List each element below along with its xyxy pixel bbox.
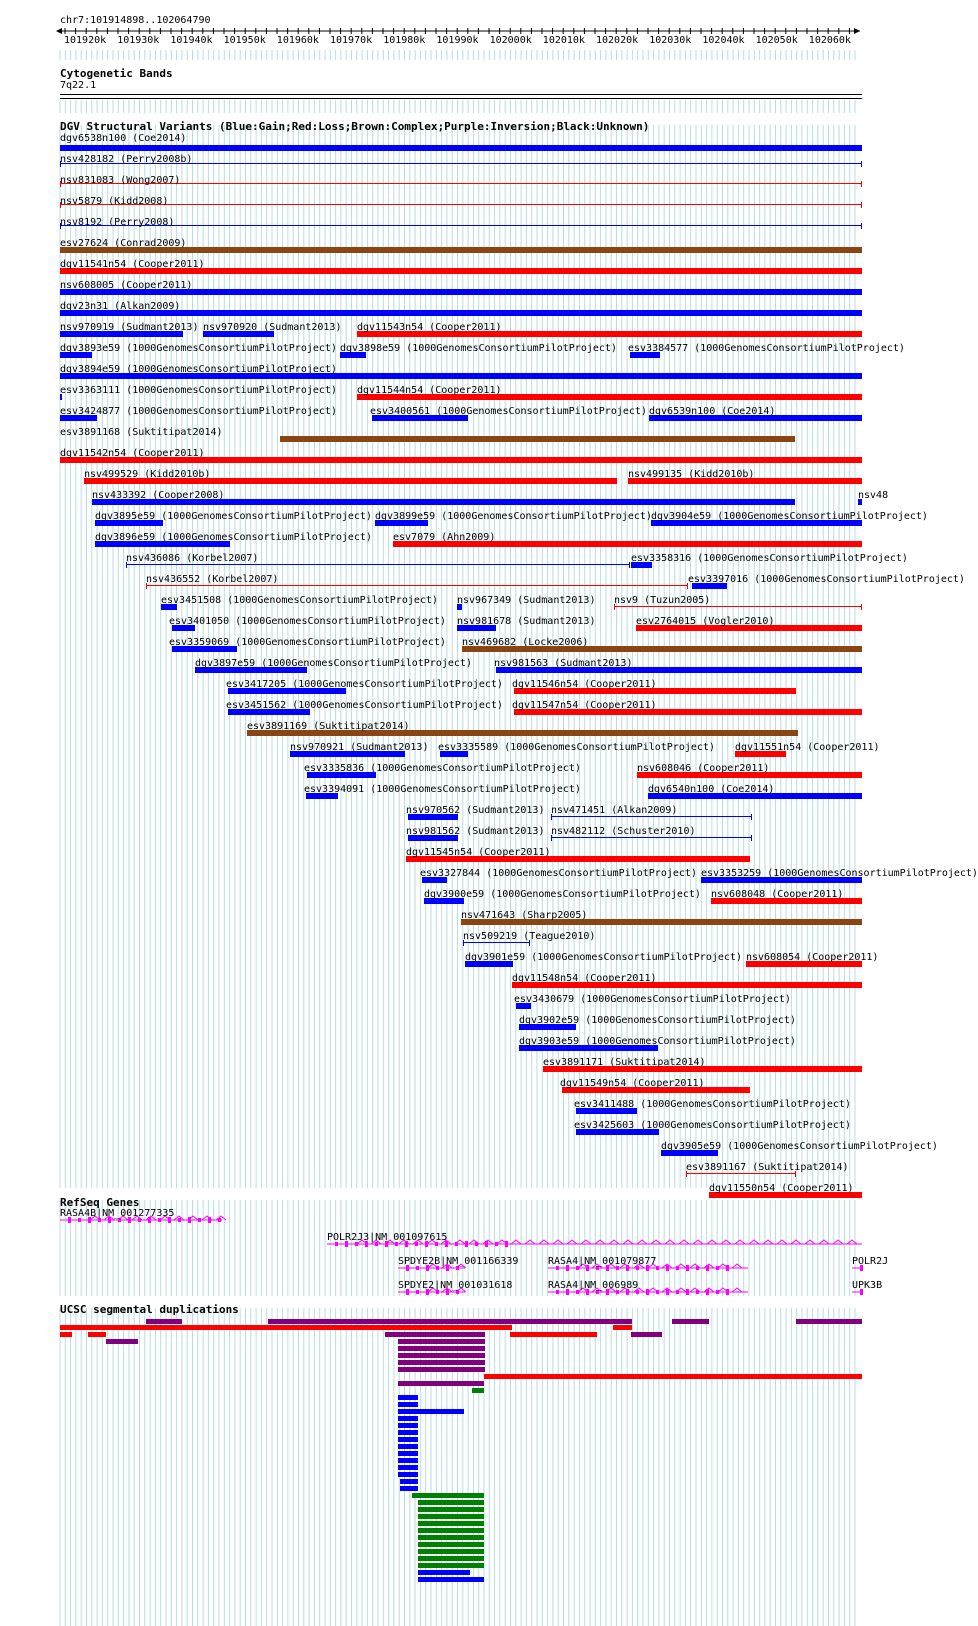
dgv-feature-label: dgv11544n54 (Cooper2011) [357, 385, 502, 396]
refseq-gene-label: RASA4|NM_006989 [548, 1280, 639, 1291]
refseq-exon [198, 1218, 201, 1222]
ruler-tick-label: 102050k [755, 35, 798, 46]
dgv-feature-bar [146, 585, 688, 586]
refseq-intron [819, 1240, 829, 1244]
dgv-feature-label: nsv428182 (Perry2008b) [60, 154, 193, 165]
dgv-feature-bar [60, 225, 862, 226]
refseq-exon [465, 1241, 468, 1247]
segdup-feature [60, 1332, 72, 1337]
dgv-feature-label: nsv433392 (Cooper2008) [92, 490, 225, 501]
dgv-track-title: DGV Structural Variants (Blue:Gain;Red:Loss;Brown:Complex;Purple:Inversion;Black:Unknown) [60, 120, 650, 133]
dgv-feature-label: dgv3896e59 (1000GenomesConsortiumPilotProject) [95, 532, 372, 543]
dgv-feature-label: dgv3898e59 (1000GenomesConsortiumPilotProject) [340, 343, 617, 354]
dgv-feature-label: dgv6540n100 (Coe2014) [648, 784, 775, 795]
dgv-feature-label: dgv3901e59 (1000GenomesConsortiumPilotProject) [465, 952, 742, 963]
ruler-tick-label: 101970k [330, 35, 373, 46]
segdup-feature [418, 1563, 484, 1568]
refseq-track-title: RefSeq Genes [60, 1196, 140, 1209]
segdup-feature [418, 1521, 484, 1526]
refseq-exon [686, 1289, 689, 1295]
dgv-feature-bar [551, 816, 752, 817]
segdup-feature [398, 1367, 485, 1372]
dgv-feature-label: nsv967349 (Sudmant2013) [457, 595, 596, 606]
refseq-gene-label: POLR2J [852, 1256, 889, 1267]
segdup-feature [510, 1332, 597, 1337]
dgv-feature-label: dgv3902e59 (1000GenomesConsortiumPilotProject) [519, 1015, 796, 1026]
dgv-feature-label: esv3327844 (1000GenomesConsortiumPilotProject) [420, 868, 697, 879]
dgv-feature-label: esv3335589 (1000GenomesConsortiumPilotProject) [438, 742, 715, 753]
dgv-feature-label: esv2764015 (Vogler2010) [636, 616, 775, 627]
segdup-feature [418, 1542, 484, 1547]
dgv-feature-label: nsv970562 (Sudmant2013) [406, 805, 545, 816]
dgv-feature-end [751, 814, 752, 820]
segdup-feature [418, 1570, 470, 1575]
segdup-track-title: UCSC segmental duplications [60, 1303, 239, 1316]
dgv-feature-label: nsv608005 (Cooper2011) [60, 280, 193, 291]
segdup-feature [398, 1381, 484, 1386]
ruler-tick-label: 101940k [170, 35, 213, 46]
dgv-feature-label: esv3891171 (Suktitipat2014) [543, 1057, 706, 1068]
dgv-feature-label: nsv981562 (Sudmant2013) [406, 826, 545, 837]
dgv-feature-bar [60, 145, 862, 151]
ruler-tick-label: 102030k [649, 35, 692, 46]
refseq-intron [609, 1240, 619, 1244]
dgv-feature-label: esv3358316 (1000GenomesConsortiumPilotProject) [631, 553, 908, 564]
dgv-feature-bar [614, 606, 862, 607]
segdup-feature [398, 1458, 418, 1463]
refseq-intron [651, 1240, 661, 1244]
segdup-feature [398, 1339, 485, 1344]
dgv-feature-label: dgv11542n54 (Cooper2011) [60, 448, 205, 459]
segdup-feature [398, 1395, 418, 1400]
ruler-tick-label: 102040k [702, 35, 745, 46]
dgv-feature-label: nsv48 [858, 490, 889, 501]
dgv-feature-label: esv3401050 (1000GenomesConsortiumPilotProject) [169, 616, 446, 627]
dgv-feature-label: esv3451508 (1000GenomesConsortiumPilotProject) [161, 595, 438, 606]
refseq-intron [595, 1240, 605, 1244]
dgv-feature-label: nsv831083 (Wong2007) [60, 175, 181, 186]
segdup-feature [268, 1319, 632, 1324]
dgv-feature-label: esv7079 (Ahn2009) [393, 532, 496, 543]
segdup-feature [672, 1319, 709, 1324]
dgv-feature-bar [126, 564, 630, 565]
dgv-feature-label: nsv9 (Tuzun2005) [614, 595, 711, 606]
dgv-feature-label: dgv3904e59 (1000GenomesConsortiumPilotProject) [651, 511, 928, 522]
segdup-feature [398, 1451, 418, 1456]
dgv-feature-label: esv3417205 (1000GenomesConsortiumPilotProject) [226, 679, 503, 690]
dgv-feature-label: dgv3903e59 (1000GenomesConsortiumPilotProject) [519, 1036, 796, 1047]
dgv-feature-bar [551, 837, 752, 838]
segdup-feature [484, 1374, 862, 1379]
segdup-feature [398, 1430, 418, 1435]
segdup-feature [398, 1409, 464, 1414]
dgv-feature-label: esv3353259 (1000GenomesConsortiumPilotProject) [701, 868, 978, 879]
dgv-feature-label: esv3394091 (1000GenomesConsortiumPilotProject) [304, 784, 581, 795]
segdup-feature [418, 1577, 484, 1582]
dgv-feature-label: esv3363111 (1000GenomesConsortiumPilotProject) [60, 385, 337, 396]
segdup-feature [613, 1325, 632, 1330]
dgv-feature-label: dgv11550n54 (Cooper2011) [709, 1183, 854, 1194]
dgv-feature-label: esv3891169 (Suktitipat2014) [247, 721, 410, 732]
segdup-feature [400, 1479, 418, 1484]
segdup-feature [418, 1556, 484, 1561]
refseq-gene-label: POLR2J3|NM_001097615 [327, 1232, 448, 1243]
segdup-feature [418, 1535, 484, 1540]
segdup-feature [418, 1500, 484, 1505]
cytoband-track-title: Cytogenetic Bands [60, 67, 173, 80]
dgv-feature-label: dgv3900e59 (1000GenomesConsortiumPilotProject) [424, 889, 701, 900]
segdup-feature [400, 1486, 418, 1491]
refseq-intron [777, 1240, 787, 1244]
ruler-tick-label: 101920k [64, 35, 107, 46]
ruler-tick-label: 102010k [542, 35, 585, 46]
dgv-feature-label: nsv608054 (Cooper2011) [746, 952, 879, 963]
dgv-feature-label: esv3400561 (1000GenomesConsortiumPilotProject) [370, 406, 647, 417]
dgv-feature-label: dgv3894e59 (1000GenomesConsortiumPilotProject) [60, 364, 337, 375]
dgv-feature-label: nsv482112 (Schuster2010) [551, 826, 696, 837]
dgv-feature-label: dgv11541n54 (Cooper2011) [60, 259, 205, 270]
dgv-feature-label: dgv11547n54 (Cooper2011) [512, 700, 657, 711]
ruler-right-arrow [854, 28, 860, 34]
segdup-feature [631, 1332, 662, 1337]
segdup-feature [106, 1339, 138, 1344]
dgv-feature-label: dgv6539n100 (Coe2014) [649, 406, 776, 417]
dgv-feature-label: nsv608048 (Cooper2011) [711, 889, 844, 900]
segdup-feature [398, 1437, 418, 1442]
segdup-feature [398, 1353, 485, 1358]
dgv-feature-label: esv3411488 (1000GenomesConsortiumPilotProject) [574, 1099, 851, 1110]
dgv-feature-label: esv3891167 (Suktitipat2014) [686, 1162, 849, 1173]
dgv-feature-label: nsv499135 (Kidd2010b) [628, 469, 755, 480]
dgv-feature-label: dgv11549n54 (Cooper2011) [560, 1078, 705, 1089]
refseq-intron [833, 1240, 843, 1244]
refseq-intron [805, 1240, 815, 1244]
dgv-feature-end [861, 223, 862, 229]
segdup-feature [796, 1319, 862, 1324]
ruler-tick-label: 101950k [223, 35, 266, 46]
dgv-feature-label: nsv8192 (Perry2008) [60, 217, 175, 228]
dgv-feature-label: nsv981563 (Sudmant2013) [494, 658, 633, 669]
dgv-feature-label: dgv11546n54 (Cooper2011) [512, 679, 657, 690]
dgv-feature-label: nsv981678 (Sudmant2013) [457, 616, 596, 627]
segdup-feature [398, 1346, 485, 1351]
refseq-gene-label: SPDYE2|NM_001031618 [398, 1280, 513, 1291]
dgv-feature-label: nsv509219 (Teague2010) [463, 931, 596, 942]
segdup-feature [88, 1332, 106, 1337]
dgv-feature-end [861, 604, 862, 610]
segdup-feature [398, 1360, 485, 1365]
refseq-intron [623, 1240, 633, 1244]
dgv-feature-end [629, 562, 630, 568]
coordinate-readout: chr7:101914898..102064790 [60, 15, 211, 26]
dgv-feature-label: esv3397016 (1000GenomesConsortiumPilotProject) [688, 574, 965, 585]
dgv-feature-label: esv3430679 (1000GenomesConsortiumPilotProject) [514, 994, 791, 1005]
segdup-feature [398, 1416, 418, 1421]
dgv-feature-label: dgv23n31 (Alkan2009) [60, 301, 181, 312]
dgv-feature-end [861, 181, 862, 187]
refseq-exon [686, 1265, 689, 1271]
dgv-feature-end [751, 835, 752, 841]
dgv-feature-bar [60, 204, 862, 205]
refseq-gene-label: UPK3B [852, 1280, 883, 1291]
segdup-feature [418, 1528, 484, 1533]
ruler-tick-label: 102060k [808, 35, 851, 46]
dgv-feature-label: dgv11543n54 (Cooper2011) [357, 322, 502, 333]
refseq-gene-label: SPDYE2B|NM_001166339 [398, 1256, 519, 1267]
dgv-feature-label: esv3891168 (Suktitipat2014) [60, 427, 223, 438]
refseq-exon [666, 1289, 669, 1295]
segdup-feature [398, 1465, 418, 1470]
dgv-feature-end [861, 202, 862, 208]
dgv-feature-label: esv3384577 (1000GenomesConsortiumPilotProject) [628, 343, 905, 354]
refseq-exon [178, 1218, 181, 1222]
segdup-feature [418, 1549, 484, 1554]
segdup-feature [60, 1325, 512, 1330]
dgv-feature-bar [463, 942, 530, 943]
dgv-feature-end [861, 161, 862, 167]
segdup-feature [398, 1423, 418, 1428]
refseq-gene-label: RASA4B|NM_001277335 [60, 1208, 175, 1219]
dgv-feature-label: esv3425603 (1000GenomesConsortiumPilotProject) [574, 1120, 851, 1131]
dgv-feature-label: esv3335836 (1000GenomesConsortiumPilotProject) [304, 763, 581, 774]
dgv-feature-label: nsv5879 (Kidd2008) [60, 196, 169, 207]
dgv-feature-label: dgv3893e59 (1000GenomesConsortiumPilotProject) [60, 343, 337, 354]
segdup-feature [146, 1319, 182, 1324]
dgv-feature-label: dgv11551n54 (Cooper2011) [735, 742, 880, 753]
dgv-feature-label: dgv6538n100 (Coe2014) [60, 133, 187, 144]
dgv-feature-label: nsv499529 (Kidd2010b) [84, 469, 211, 480]
dgv-feature-label: nsv471643 (Sharp2005) [461, 910, 588, 921]
refseq-intron [637, 1240, 647, 1244]
segdup-feature [398, 1444, 418, 1449]
dgv-feature-label: esv27624 (Conrad2009) [60, 238, 187, 249]
segdup-feature [398, 1402, 418, 1407]
segdup-feature [418, 1507, 484, 1512]
refseq-intron [791, 1240, 801, 1244]
dgv-feature-label: nsv469682 (Locke2006) [462, 637, 589, 648]
dgv-feature-label: nsv970920 (Sudmant2013) [203, 322, 342, 333]
dgv-feature-label: nsv970919 (Sudmant2013) [60, 322, 199, 333]
ruler-tick-label: 102000k [489, 35, 532, 46]
ruler-tick-label: 101960k [276, 35, 319, 46]
dgv-feature-label: dgv3905e59 (1000GenomesConsortiumPilotProject) [661, 1141, 938, 1152]
refseq-gene-label: RASA4|NM_001079877 [548, 1256, 657, 1267]
dgv-feature-bar [280, 436, 795, 442]
cytoband-label: 7q22.1 [60, 80, 97, 91]
dgv-feature-label: dgv11545n54 (Cooper2011) [406, 847, 551, 858]
segdup-feature [412, 1493, 484, 1498]
dgv-feature-label: nsv608046 (Cooper2011) [637, 763, 770, 774]
dgv-feature-bar [686, 1173, 796, 1174]
dgv-feature-label: dgv3899e59 (1000GenomesConsortiumPilotProject) [375, 511, 652, 522]
dgv-feature-label: nsv436086 (Korbel2007) [126, 553, 259, 564]
ruler-tick-label: 101990k [436, 35, 479, 46]
track-separator [60, 98, 862, 99]
ruler-tick-label: 102020k [596, 35, 639, 46]
segdup-feature [472, 1388, 484, 1393]
dgv-feature-label: nsv436552 (Korbel2007) [146, 574, 279, 585]
segdup-feature [385, 1332, 485, 1337]
dgv-feature-label: esv3451562 (1000GenomesConsortiumPilotProject) [226, 700, 503, 711]
ruler-tick-label: 101980k [383, 35, 426, 46]
dgv-feature-label: nsv471451 (Alkan2009) [551, 805, 678, 816]
dgv-feature-label: nsv970921 (Sudmant2013) [290, 742, 429, 753]
segdup-feature [418, 1514, 484, 1519]
refseq-exon [666, 1265, 669, 1271]
dgv-feature-label: esv3359069 (1000GenomesConsortiumPilotProject) [169, 637, 446, 648]
dgv-feature-label: dgv3897e59 (1000GenomesConsortiumPilotProject) [195, 658, 472, 669]
dgv-feature-label: dgv11548n54 (Cooper2011) [512, 973, 657, 984]
dgv-feature-label: esv3424877 (1000GenomesConsortiumPilotProject) [60, 406, 337, 417]
track-separator [60, 94, 862, 95]
ruler-tick-label: 101930k [117, 35, 160, 46]
dgv-feature-label: dgv3895e59 (1000GenomesConsortiumPilotProject) [95, 511, 372, 522]
segdup-feature [398, 1472, 418, 1477]
